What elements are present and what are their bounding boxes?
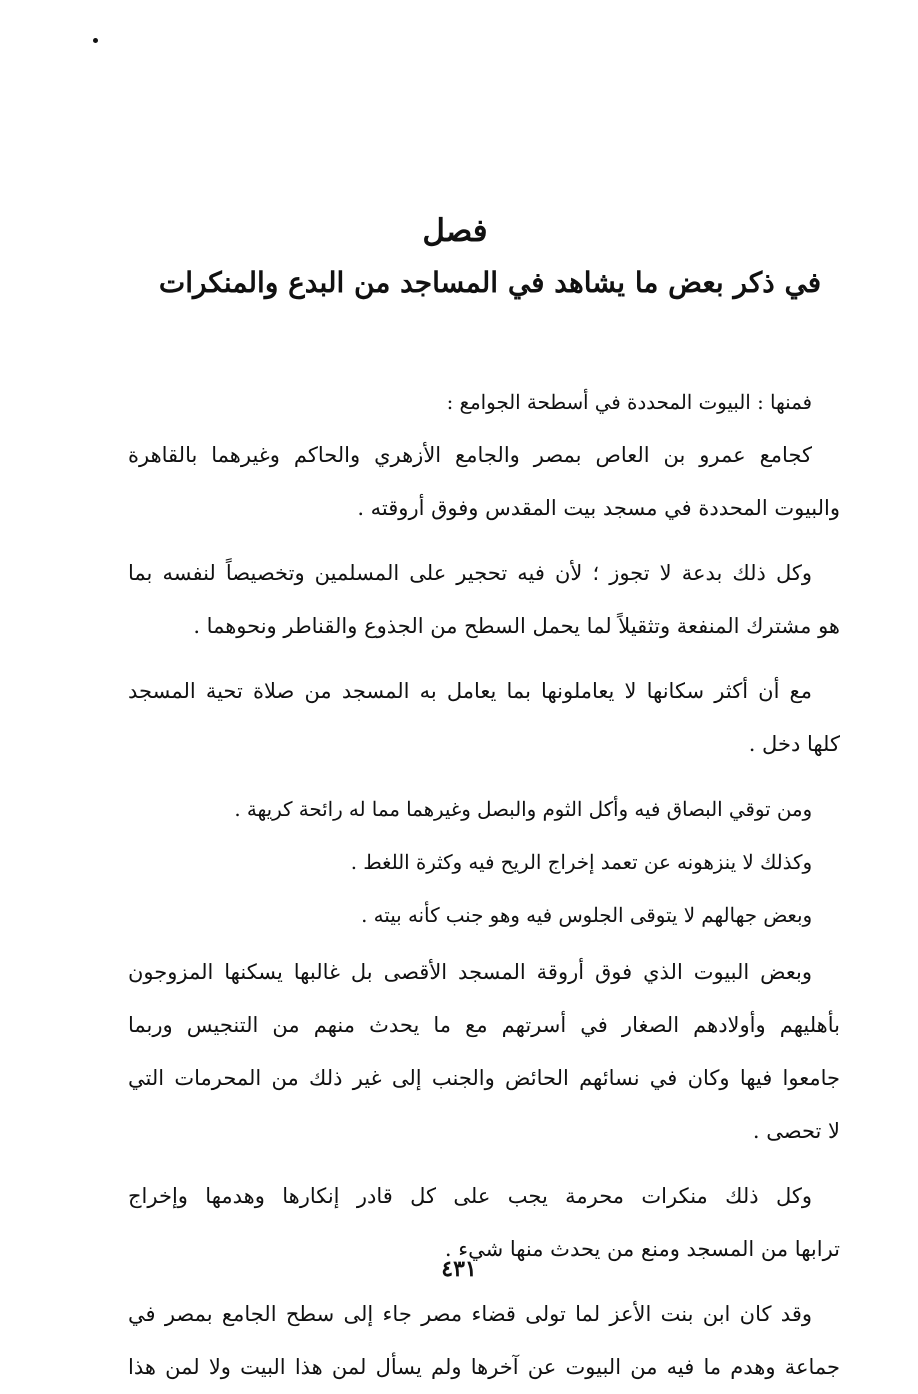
text-line: مع أن أكثر سكانها لا يعاملونها بما يعامل به المسجد من صلاة تحية المسجد xyxy=(128,679,812,703)
text-line: وبعض البيوت الذي فوق أروقة المسجد الأقصى بل غالبها يسكنها المزوجون xyxy=(128,960,812,984)
text-line: والبيوت المحددة في مسجد بيت المقدس وفوق أروقته . xyxy=(357,496,840,520)
chapter-heading xyxy=(150,208,830,306)
text-line: كلها دخل . xyxy=(748,732,840,756)
text-line: كجامع عمرو بن العاص بمصر والجامع الأزهري والحاكم وغيرهما بالقاهرة xyxy=(128,443,812,467)
text-line: ومن توقي البصاق فيه وأكل الثوم والبصل وغيرهما مما له رائحة كريهة . xyxy=(234,798,812,821)
text-line: وكل ذلك منكرات محرمة يجب على كل قادر إنكارها وهدمها وإخراج xyxy=(128,1184,812,1208)
text-line: فمنها : البيوت المحددة في أسطحة الجوامع : xyxy=(446,391,812,414)
text-line: وكذلك لا ينزهونه عن تعمد إخراج الريح فيه وكثرة اللغط . xyxy=(350,851,812,874)
text-line: جماعة وهدم ما فيه من البيوت عن آخرها ولم يسأل لمن هذا البيت ولا لمن هذا xyxy=(128,1355,840,1379)
page-number: ٤٣١ xyxy=(441,1256,477,1282)
text-line: وقد كان ابن بنت الأعز لما تولى قضاء مصر جاء إلى سطح الجامع بمصر في xyxy=(128,1302,812,1326)
text-line: هو مشترك المنفعة وتثقيلاً لما يحمل السطح من الجذوع والقناطر ونحوهما . xyxy=(193,614,840,638)
ink-speck xyxy=(93,38,98,43)
chapter-subtitle: في ذكر بعض ما يشاهد في المساجد من البدع والمنكرات xyxy=(158,266,822,299)
body-text xyxy=(128,376,840,1394)
chapter-title: فصل xyxy=(422,213,488,249)
text-line: جامعوا فيها وكان في نسائهم الحائض والجنب إلى غير ذلك من المحرمات التي xyxy=(128,1066,840,1090)
text-line: لا تحصى . xyxy=(752,1119,840,1143)
text-line: ترابها من المسجد ومنع من يحدث منها شيء . xyxy=(444,1237,840,1261)
text-line: وكل ذلك بدعة لا تجوز ؛ لأن فيه تحجير على المسلمين وتخصيصاً لنفسه بما xyxy=(128,561,812,585)
text-line: بأهليهم وأولادهم الصغار في أسرتهم مع ما يحدث منهم من التنجيس وربما xyxy=(128,1013,840,1037)
text-line: وبعض جهالهم لا يتوقى الجلوس فيه وهو جنب كأنه بيته . xyxy=(361,904,812,927)
